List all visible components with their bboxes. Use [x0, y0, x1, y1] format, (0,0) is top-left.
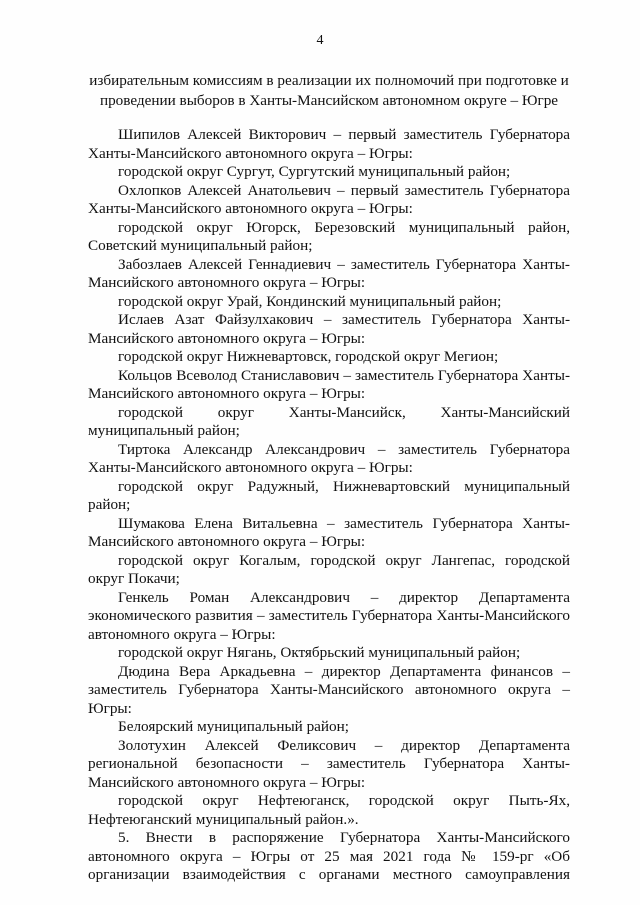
- paragraph-13: Шумакова Елена Витальевна – заместитель Губернатора Ханты-Мансийского автономного округа – Югры:: [88, 514, 570, 550]
- paragraph-11: Тиртока Александр Александрович – заместитель Губернатора Ханты-Мансийского автономного округа – Югры:: [88, 440, 570, 476]
- paragraph-3: Охлопков Алексей Анатольевич – первый заместитель Губернатора Ханты-Мансийского автономного округа – Югры:: [88, 181, 570, 217]
- paragraph-12: городской округ Радужный, Нижневартовский муниципальный район;: [88, 477, 570, 513]
- paragraph-4: городской округ Югорск, Березовский муниципальный район, Советский муниципальный район;: [88, 218, 570, 254]
- intro-paragraph: избирательным комиссиям в реализации их полномочий при подготовке и проведении выборов в Ханты-Мансийском автономном округе – Югре: [89, 72, 569, 109]
- paragraph-21: 5. Внести в распоряжение Губернатора Ханты-Мансийского автономного округа – Югры от 25 мая 2021 года № 159-рг «Об организации взаимодействия с органами местного самоуправления: [88, 829, 570, 883]
- paragraph-10: городской округ Ханты-Мансийск, Ханты-Мансийский муниципальный район;: [88, 403, 570, 439]
- paragraph-14: городской округ Когалым, городской округ Лангепас, городской округ Покачи;: [88, 551, 570, 587]
- page-number: 4: [316, 33, 324, 48]
- paragraph-17: Дюдина Вера Аркадьевна – директор Департамента финансов – заместитель Губернатора Ханты-Мансийского автономного округа – Югры:: [88, 662, 570, 717]
- paragraph-15: Генкель Роман Александрович – директор Департамента экономического развития – заместитель Губернатора Ханты-Мансийского автономного округа – Югры:: [88, 588, 570, 643]
- paragraph-8: городской округ Нижневартовск, городской округ Мегион;: [118, 348, 499, 365]
- paragraph-19: Золотухин Алексей Феликсович – директор Департамента региональной безопасности – заместитель Губернатора Ханты-Мансийского автономного округа – Югры:: [88, 736, 570, 791]
- paragraph-7: Ислаев Азат Файзулхакович – заместитель Губернатора Ханты-Мансийского автономного округа – Югры:: [88, 311, 570, 347]
- paragraph-2: городской округ Сургут, Сургутский муниципальный район;: [118, 163, 511, 180]
- document-body: [88, 126, 570, 885]
- paragraph-9: Кольцов Всеволод Станиславович – заместитель Губернатора Ханты-Мансийского автономного округа – Югры:: [88, 366, 570, 402]
- paragraph-6: городской округ Урай, Кондинский муниципальный район;: [118, 292, 502, 310]
- paragraph-1: Шипилов Алексей Викторович – первый заместитель Губернатора Ханты-Мансийского автономного округа – Югры:: [88, 126, 570, 162]
- paragraph-18: Белоярский муниципальный район;: [118, 718, 349, 735]
- paragraph-20: городской округ Нефтеюганск, городской округ Пыть-Ях, Нефтеюганский муниципальный район.».: [88, 792, 570, 828]
- paragraph-5: Забозлаев Алексей Геннадиевич – заместитель Губернатора Ханты-Мансийского автономного округа – Югры:: [88, 255, 570, 291]
- paragraph-16: городской округ Нягань, Октябрьский муниципальный район;: [118, 644, 521, 661]
